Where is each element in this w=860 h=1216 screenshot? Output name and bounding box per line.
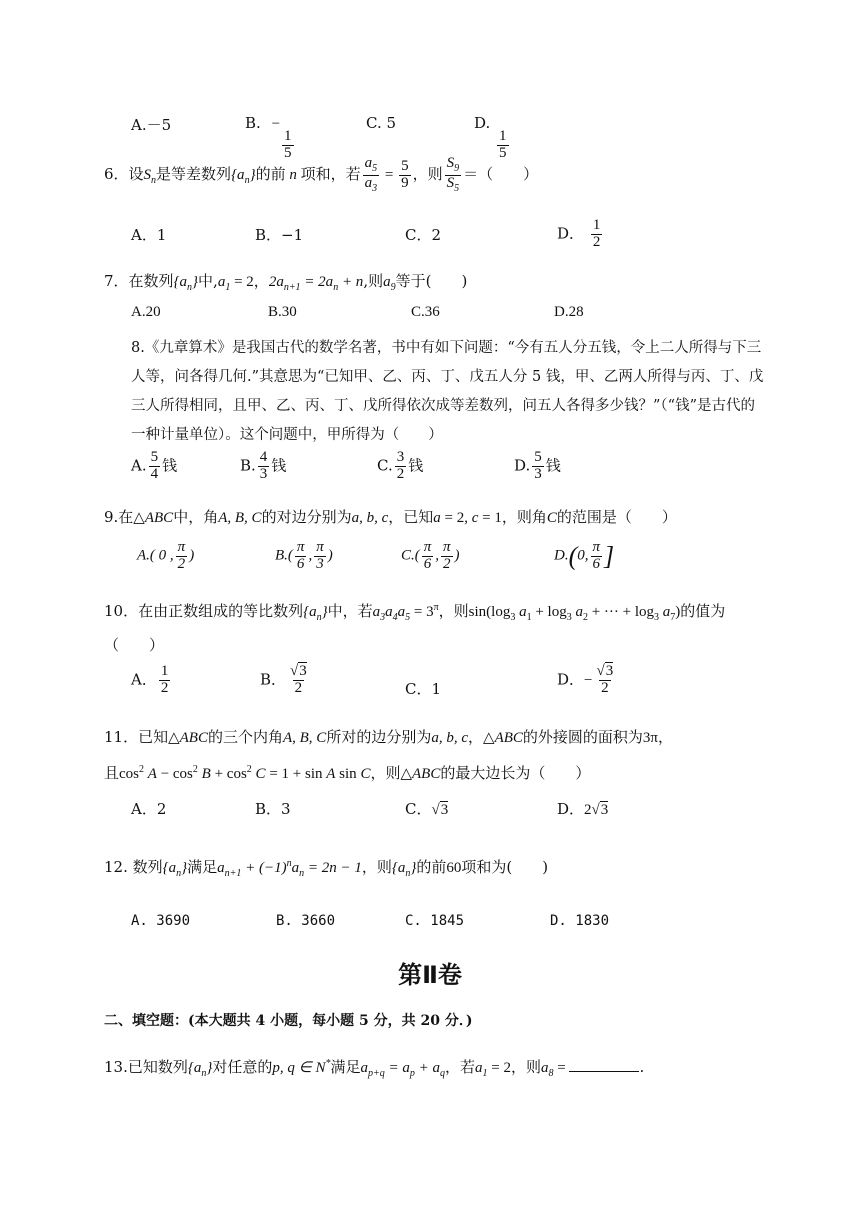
question-12: 12. 数列$\{a_n\}$满足$a_{n+1} + (-1)^na_n = 2n - 1$，则$\{a_n\}$的前60项和为( ) — [104, 858, 549, 879]
q10-option-c: C．1 — [405, 680, 442, 698]
q6-option-d: D． $\frac{1}{2}$ — [557, 217, 601, 250]
q10-paren: （ ） — [104, 636, 165, 654]
q10-options — [131, 664, 731, 712]
q5-option-b: B. − $\frac{1}{5}$ — [245, 114, 292, 161]
q6-option-c: C．2 — [405, 226, 442, 244]
q9-option-b: B.( $\frac{\pi}{6}$ , $\frac{\pi}{3}$ ) — [275, 539, 333, 572]
q12-option-a: A. 3690 — [131, 913, 191, 929]
q7-option-a: A.20 — [131, 304, 161, 320]
q7-option-b: B.30 — [268, 304, 297, 320]
q10-option-d: D．− $\frac{√3}{2}$ — [557, 663, 614, 696]
q8-line-4: 一种计量单位）。这个问题中，甲所得为（ ） — [131, 427, 443, 443]
q9-options — [137, 540, 737, 586]
question-9: 9.在△ABC中，角A, B, C的对边分别为a, b, c，已知a = 2, c = 1，则角C的范围是（ ） — [104, 508, 677, 526]
q5-option-c: C. 5 — [366, 114, 397, 132]
q8-line-3: 三人所得相同，且甲、乙、丙、丁、戊所得依次成等差数列，问五人各得多少钱？”（“钱”是古代的 — [131, 398, 755, 414]
q9-option-a: A.( 0 , $\frac{\pi}{2}$ ) — [137, 539, 195, 572]
q10-option-b: B． $\frac{√3}{2}$ — [260, 663, 307, 696]
q8-option-d: D. $\frac{5}{3}$ 钱 — [514, 449, 561, 482]
section-subtitle: 二、填空题：(本大题共 4 小题，每小题 5 分，共 20 分．) — [104, 1013, 473, 1029]
question-7: 7．在数列$\{a_n\}$中$,a_1 = 2$，$2a_{n+1} = 2a_n + n$,则$a_9$等于( ) — [104, 272, 468, 293]
q5-option-d: D. $\frac{1}{5}$ — [474, 114, 507, 161]
q11-option-d: D．2√3 — [557, 800, 609, 818]
q8-option-b: B. $\frac{4}{3}$ 钱 — [240, 449, 287, 482]
q9-option-d: D.(0, $\frac{\pi}{6}$ ] — [554, 539, 615, 572]
q7-options — [131, 304, 731, 328]
q5-options — [131, 108, 731, 161]
question-6: 6．设$S_n$是等差数列$\{a_n\}$的前 n 项和，若 $\frac{a_5}{a_3}$ = $\frac{5}{9}$ ，则 $\frac{S_9}{S_5}$ ＝（ ） — [104, 155, 539, 194]
q12-option-d: D. 1830 — [550, 913, 610, 929]
q11-option-a: A．2 — [131, 800, 167, 818]
q9-option-c: C.( $\frac{\pi}{6}$ , $\frac{\pi}{2}$ ) — [401, 539, 460, 572]
answer-blank[interactable] — [569, 1059, 639, 1072]
section-title: 第Ⅱ卷 — [398, 961, 462, 989]
q7-option-d: D.28 — [554, 304, 584, 320]
q11-options — [131, 798, 731, 822]
question-10: 10．在由正数组成的等比数列$\{a_n\}$中，若$a_3a_4a_5 = 3^\pi$，则$\sin(\log_3$ $a_1 + \log_3 a_2$ + ··· + $\log_3 a_7$)的值为 — [104, 602, 726, 623]
q12-option-b: B. 3660 — [276, 913, 336, 929]
question-11-line-2: 且$\cos^2 A - \cos^2 B + \cos^2 C = 1 + \sin A$ sin C，则△ABC的最大边长为（ ） — [104, 764, 591, 782]
q8-line-1: 8.《九章算术》是我国古代的数学名著，书中有如下问题：“今有五人分五钱，令上二人所得与下三 — [131, 340, 762, 356]
q11-option-b: B．3 — [255, 800, 291, 818]
q8-line-2: 人等，问各得几何.”其意思为“已知甲、乙、丙、丁、戊五人分 5 钱，甲、乙两人所得与丙、丁、戊 — [131, 369, 764, 385]
question-13: 13.已知数列$\{a_n\}$对任意的p, q ∈ N*满足$a_{p+q} = a_p + a_q$，若$a_1 = 2$，则$a_8$ = . — [104, 1058, 645, 1079]
q7-option-c: C.36 — [411, 304, 440, 320]
q6-options — [131, 218, 731, 258]
q5-option-a: A.－5 — [131, 116, 172, 134]
q12-options — [131, 913, 731, 935]
q8-option-c: C. $\frac{3}{2}$ 钱 — [377, 449, 424, 482]
q8-options — [131, 450, 731, 494]
q11-option-c: C．√3 — [405, 800, 449, 818]
q12-option-c: C. 1845 — [405, 913, 465, 929]
q6-option-a: A．1 — [131, 226, 167, 244]
question-11: 11．已知△ABC的三个内角A, B, C所对的边分别为a, b, c，△ABC的外接圆的面积为3π， — [104, 728, 674, 746]
q10-option-a: A． $\frac{1}{2}$ — [131, 663, 169, 696]
question-8 — [131, 334, 763, 450]
q8-option-a: A. $\frac{5}{4}$ 钱 — [131, 449, 178, 482]
q6-option-b: B．−1 — [255, 226, 304, 244]
